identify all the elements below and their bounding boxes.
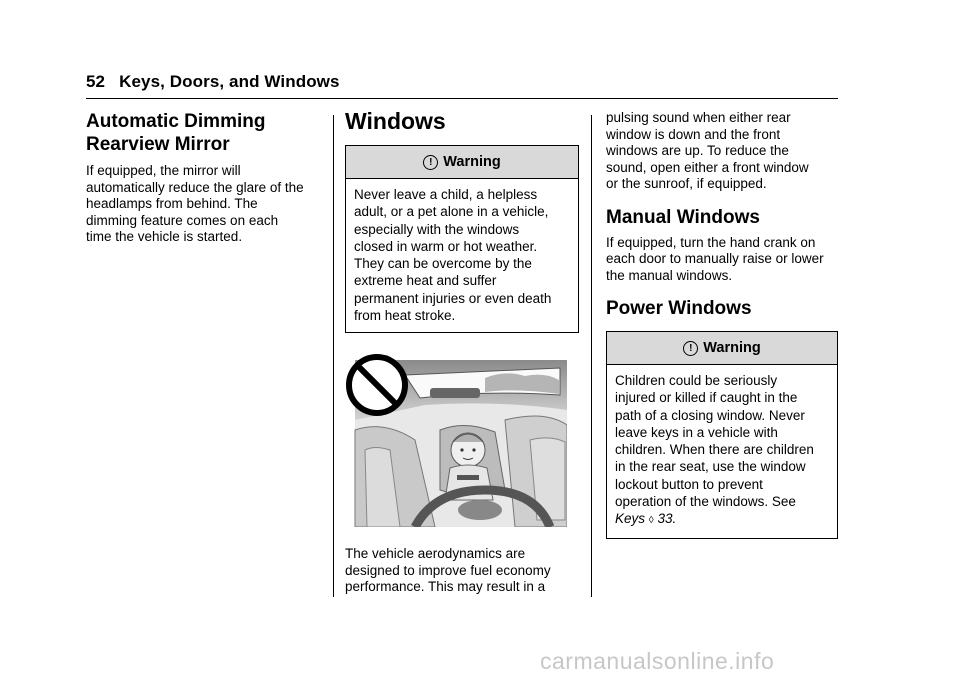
mirror-heading-line-1: Automatic Dimming xyxy=(86,111,266,132)
text-line: time the vehicle is started. xyxy=(86,229,243,244)
text-line: The vehicle aerodynamics are xyxy=(345,546,526,561)
section-title: Keys, Doors, and Windows xyxy=(119,72,340,91)
text-line: headlamps from behind. The xyxy=(86,196,258,211)
warning-text xyxy=(346,179,578,332)
child-in-car-illustration xyxy=(345,350,567,527)
mirror-heading-line-2: Rearview Mirror xyxy=(86,134,230,155)
text-line: the manual windows. xyxy=(606,267,733,283)
windows-heading: Windows xyxy=(345,108,446,134)
text-line: closed in warm or hot weather. xyxy=(354,238,538,254)
text-line: window is down and the front xyxy=(606,126,781,142)
text-line: adult, or a pet alone in a vehicle, xyxy=(354,204,549,220)
text-line: dimming feature comes on each xyxy=(86,212,279,228)
power-windows-heading: Power Windows xyxy=(606,298,752,319)
keys-cross-reference[interactable] xyxy=(615,510,829,529)
text-line: children. When there are children xyxy=(615,442,814,458)
text-line: automatically reduce the glare of the xyxy=(86,179,304,195)
header-rule xyxy=(86,98,838,99)
text-line: especially with the windows xyxy=(354,221,520,237)
page-header xyxy=(86,72,340,92)
text-line: sound, open either a front window xyxy=(606,159,809,175)
text-line: If equipped, turn the hand crank on xyxy=(606,234,816,250)
text-line: Children could be seriously xyxy=(615,373,778,388)
warning-icon: ! xyxy=(683,341,698,356)
warning-title: Warning xyxy=(443,154,501,170)
text-line: performance. This may result in a xyxy=(345,579,546,594)
mirror-heading xyxy=(86,110,322,156)
text-line: pulsing sound when either rear xyxy=(606,110,791,125)
warning-text xyxy=(607,365,837,538)
column-2 xyxy=(345,108,579,333)
page-ref-number[interactable]: 33. xyxy=(657,511,677,527)
manual-windows-paragraph xyxy=(606,235,840,285)
text-line: leave keys in a vehicle with xyxy=(615,424,778,440)
text-line: lockout button to prevent xyxy=(615,476,763,492)
column-1 xyxy=(86,110,322,246)
text-line: operation of the windows. See xyxy=(615,494,796,510)
warning-title: Warning xyxy=(703,340,761,356)
text-line: They can be overcome by the xyxy=(354,256,532,272)
warning-box-heat xyxy=(345,145,579,333)
page-ref-icon: ◊ xyxy=(648,515,654,527)
column-divider-1 xyxy=(333,115,334,597)
text-line: in the rear seat, use the window xyxy=(615,459,806,475)
text-line: injured or killed if caught in the xyxy=(615,390,798,406)
column-divider-2 xyxy=(591,115,592,597)
warning-header xyxy=(607,332,837,365)
watermark: carmanualsonline.info xyxy=(540,648,775,674)
warning-box-power-windows xyxy=(606,331,838,539)
text-line: path of a closing window. Never xyxy=(615,407,805,423)
text-line: designed to improve fuel economy xyxy=(345,562,551,578)
warning-header xyxy=(346,146,578,179)
aerodynamics-paragraph xyxy=(345,546,579,596)
manual-windows-heading: Manual Windows xyxy=(606,206,760,228)
column-3 xyxy=(606,110,840,539)
text-line: extreme heat and suffer xyxy=(354,273,497,289)
pulsing-sound-paragraph xyxy=(606,110,840,193)
mirror-paragraph xyxy=(86,163,322,246)
text-line: Never leave a child, a helpless xyxy=(354,187,538,202)
keys-link[interactable]: Keys xyxy=(615,511,646,527)
page-number: 52 xyxy=(86,72,106,91)
text-line: windows are up. To reduce the xyxy=(606,143,789,158)
warning-icon: ! xyxy=(423,155,438,170)
text-line: or the sunroof, if equipped. xyxy=(606,176,767,191)
text-line: permanent injuries or even death xyxy=(354,290,552,306)
text-line: If equipped, the mirror will xyxy=(86,163,241,178)
text-line: from heat stroke. xyxy=(354,308,456,324)
text-line: each door to manually raise or lower xyxy=(606,251,824,266)
